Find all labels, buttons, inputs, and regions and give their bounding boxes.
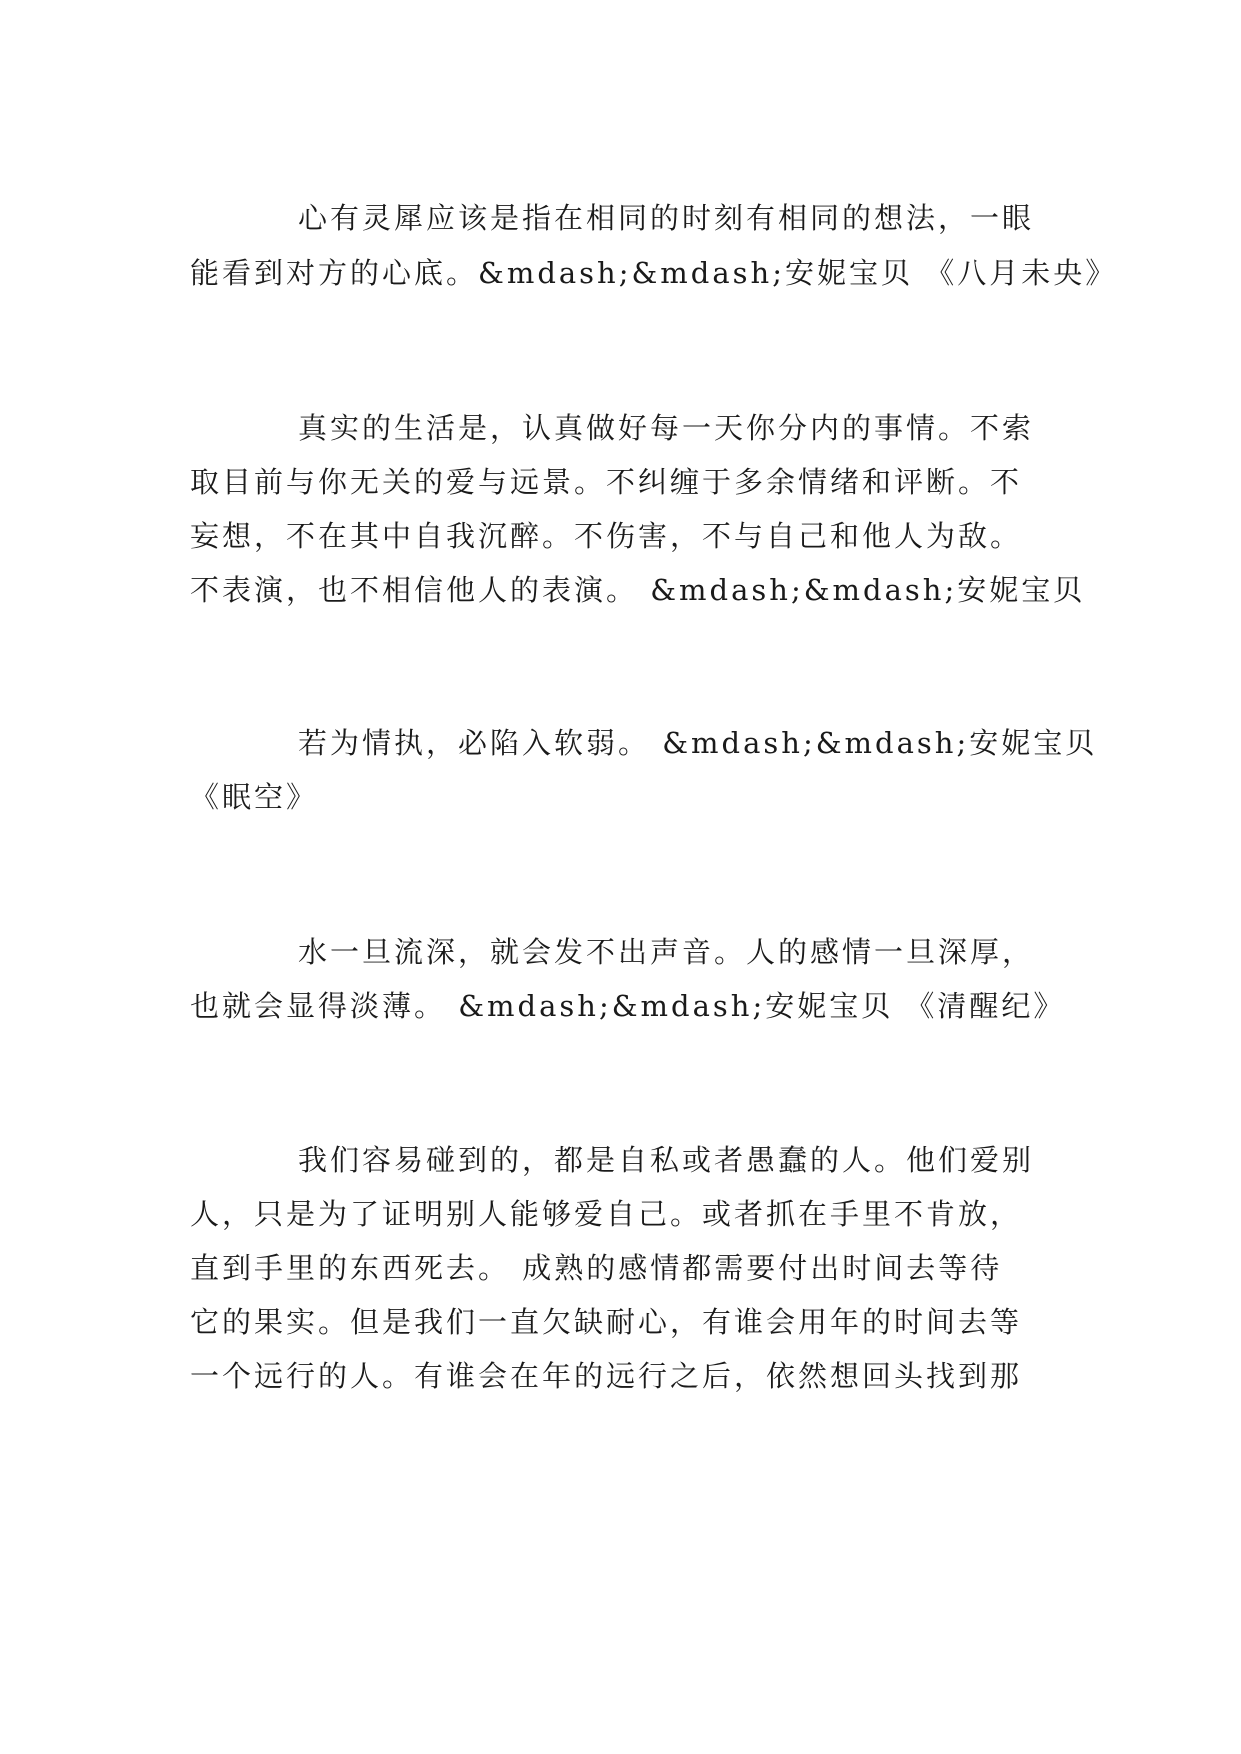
paragraph-4-line-2: 也就会显得淡薄。 &mdash;&mdash;安妮宝贝 《清醒纪》 bbox=[190, 989, 1066, 1023]
paragraph-2-line-2: 取目前与你无关的爱与远景。不纠缠于多余情绪和评断。不 bbox=[190, 465, 1023, 499]
paragraph-2-line-4: 不表演，也不相信他人的表演。 &mdash;&mdash;安妮宝贝 bbox=[190, 573, 1086, 607]
paragraph-1-line-2: 能看到对方的心底。&mdash;&mdash;安妮宝贝 《八月未央》 bbox=[190, 256, 1118, 290]
paragraph-5-line-4: 它的果实。但是我们一直欠缺耐心，有谁会用年的时间去等 bbox=[190, 1305, 1023, 1339]
paragraph-3-line-1: 若为情执，必陷入软弱。 &mdash;&mdash;安妮宝贝 bbox=[298, 726, 1098, 760]
paragraph-5-line-2: 人，只是为了证明别人能够爱自己。或者抓在手里不肯放， bbox=[190, 1197, 1023, 1231]
paragraph-2-line-3: 妄想，不在其中自我沉醉。不伤害，不与自己和他人为敌。 bbox=[190, 519, 1023, 553]
paragraph-5-line-3: 直到手里的东西死去。 成熟的感情都需要付出时间去等待 bbox=[190, 1251, 1003, 1285]
paragraph-2-line-1: 真实的生活是，认真做好每一天你分内的事情。不索 bbox=[298, 411, 1035, 445]
paragraph-5-line-5: 一个远行的人。有谁会在年的远行之后，依然想回头找到那 bbox=[190, 1359, 1023, 1393]
paragraph-4-line-1: 水一旦流深，就会发不出声音。人的感情一旦深厚， bbox=[298, 935, 1035, 969]
paragraph-1-line-1: 心有灵犀应该是指在相同的时刻有相同的想法，一眼 bbox=[298, 201, 1035, 235]
paragraph-5-line-1: 我们容易碰到的，都是自私或者愚蠢的人。他们爱别 bbox=[298, 1143, 1035, 1177]
paragraph-3-line-2: 《眠空》 bbox=[190, 780, 319, 814]
